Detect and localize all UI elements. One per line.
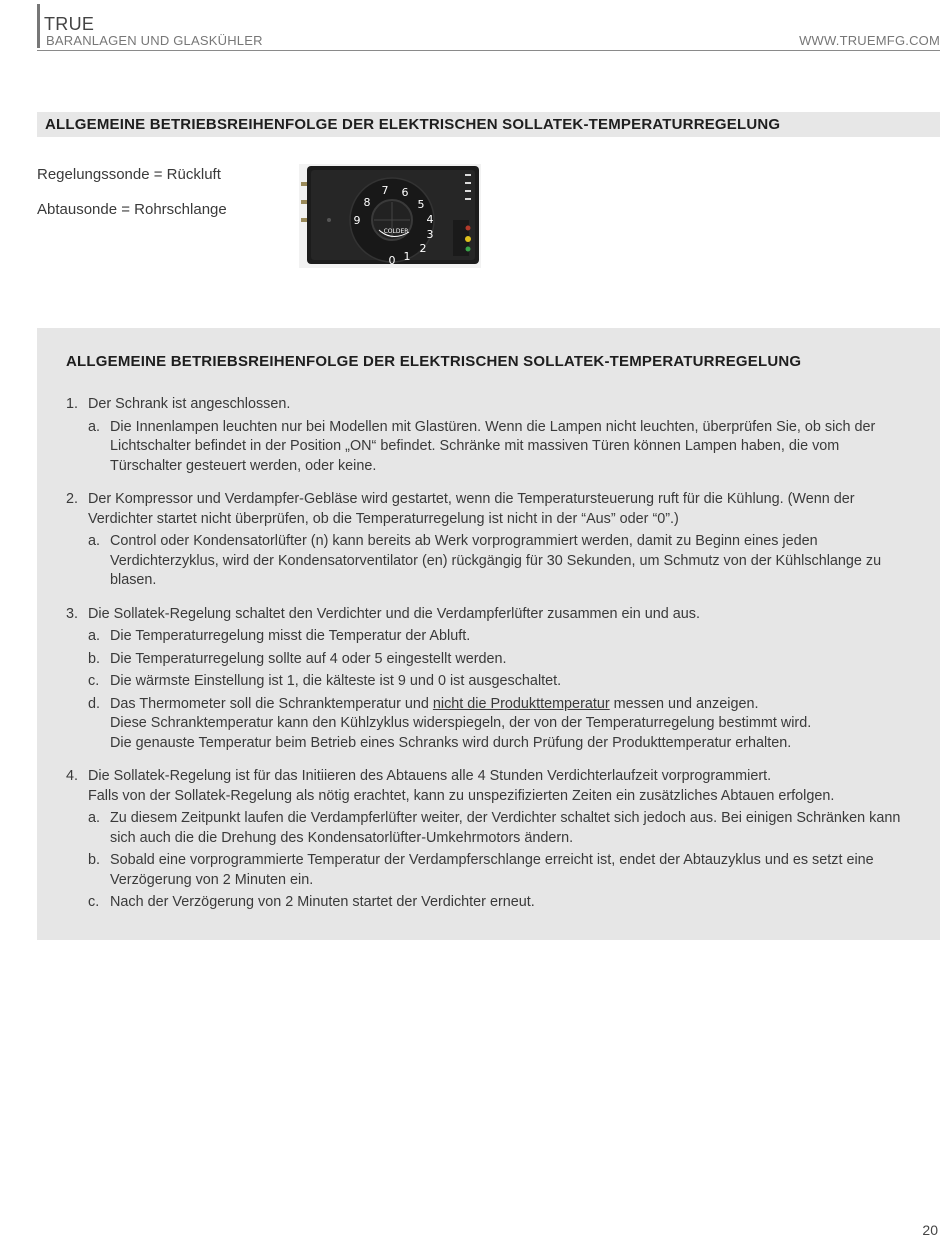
sub-item-text: Die Temperaturregelung misst die Temperatur der Abluft. (110, 628, 471, 644)
sub-item-letter: b. (88, 852, 101, 868)
sub-item-letter: a. (88, 418, 101, 435)
sub-item-letter: a. (88, 533, 101, 549)
item-text: Der Kompressor und Verdampfer-Gebläse wird gestartet, wenn die Temperatursteuerung ruft für die Kühlung. (Wenn der Verdichter startet nicht überprüfen, ob die Temperaturregelung ist nicht in der “Aus” oder “0”.) (88, 491, 855, 527)
dial-number: 8 (363, 196, 371, 209)
dial-number: 6 (401, 186, 409, 199)
list-item (66, 605, 906, 754)
sub-item-text-post: messen und anzeigen. (609, 695, 759, 712)
underlined-emphasis: nicht die Produkttemperatur (432, 695, 610, 712)
list-item (66, 767, 906, 913)
item-number: 1. (66, 396, 79, 412)
sub-item-letter: c. (88, 673, 100, 689)
sub-item (88, 893, 906, 913)
sub-item (88, 627, 906, 647)
sub-item-text (110, 695, 906, 715)
sub-item-text: Die wärmste Einstellung ist 1, die kälteste ist 9 und 0 ist ausgeschaltet. (110, 673, 562, 689)
sub-item-letter: c. (88, 894, 100, 910)
sub-item (88, 418, 906, 477)
sollatek-controller-image (297, 160, 483, 270)
sub-item (88, 695, 906, 754)
sub-item-text: Die Innenlampen leuchten nur bei Modellen mit Glastüren. Wenn die Lampen nicht leuchten, überprüfen Sie, ob sich der Lichtschalter befindet in der Position „ON“ befindet. Schränke mit massiven Türen können Lampen haben, die vom Türschalter gesteuert werden, oder keine. (110, 418, 876, 474)
dial-number: 7 (381, 184, 389, 197)
procedure-list (66, 395, 906, 927)
item-text: Die Sollatek-Regelung schaltet den Verdichter und die Verdampferlüfter zusammen ein und aus. (88, 605, 700, 622)
sub-item-letter: b. (88, 650, 101, 667)
sub-item-text: Zu diesem Zeitpunkt laufen die Verdampferlüfter weiter, der Verdichter schaltet sich jedoch aus. Bei einigen Schränken kann sich auch die die Drehung des Kondensatorlüfter-Umkehrmotors ändern. (110, 810, 901, 846)
header-subtitle: BARANLAGEN UND GLASKÜHLER (46, 33, 263, 48)
dial-number: 3 (426, 228, 434, 241)
sub-item-line-3: Die genauste Temperatur beim Betrieb eines Schranks wird durch Prüfung der Produkttemperatur erhalten. (110, 734, 792, 751)
sub-item-letter: d. (88, 695, 101, 712)
dial-number: 2 (419, 242, 427, 255)
sub-item (88, 851, 906, 890)
section-title: ALLGEMEINE BETRIEBSREIHENFOLGE DER ELEKTRISCHEN SOLLATEK-TEMPERATURREGELUNG (37, 112, 940, 137)
dial-label: COLDER (383, 228, 409, 235)
dial-number: 5 (417, 198, 425, 211)
header-accent-bar (37, 4, 40, 48)
sub-item (88, 650, 906, 670)
dial-number: 4 (426, 213, 434, 226)
sub-item-letter: a. (88, 628, 101, 644)
item-text: Der Schrank ist angeschlossen. (88, 396, 291, 412)
sub-item-text: Die Temperaturregelung sollte auf 4 oder 5 eingestellt werden. (110, 650, 507, 667)
defrost-sensor-label: Abtausonde = Rohrschlange (37, 201, 227, 218)
item-number: 4. (66, 768, 79, 784)
control-sensor-label: Regelungssonde = Rückluft (37, 166, 221, 183)
page-number: 20 (922, 1222, 938, 1238)
sub-item-line-2: Diese Schranktemperatur kann den Kühlzyklus widerspiegeln, der von der Temperaturregelung bestimmt wird. (110, 715, 812, 731)
item-number: 2. (66, 491, 79, 507)
header-url[interactable]: WWW.TRUEMFG.COM (799, 33, 940, 48)
sub-item (88, 672, 906, 692)
procedure-box (37, 328, 940, 940)
list-item (66, 490, 906, 591)
dial-number: 1 (403, 250, 411, 263)
sub-item (88, 532, 906, 591)
dial-number: 9 (353, 214, 361, 227)
box-title: ALLGEMEINE BETRIEBSREIHENFOLGE DER ELEKTRISCHEN SOLLATEK-TEMPERATURREGELUNG (66, 353, 802, 370)
list-item (66, 395, 906, 476)
item-text: Die Sollatek-Regelung ist für das Initiieren des Abtauens alle 4 Stunden Verdichterlaufzeit vorprogrammiert. (88, 768, 772, 784)
sub-item-text: Nach der Verzögerung von 2 Minuten startet der Verdichter erneut. (110, 894, 535, 910)
sub-item-text: Control oder Kondensatorlüfter (n) kann bereits ab Werk vorprogrammiert werden, damit zu Beginn eines jeden Verdichterzyklus, wird der Kondensatorventilator (en) rückgängig für 30 Sekunden, um Schmutz von der Kühlschlange zu blasen. (110, 533, 882, 588)
sub-item-letter: a. (88, 810, 101, 826)
brand-name: TRUE (44, 14, 95, 34)
dial-number: 0 (388, 254, 396, 267)
item-text-2: Falls von der Sollatek-Regelung als nötig erachtet, kann zu unspezifizierten Zeiten ein zusätzliches Abtauen erfolgen. (88, 787, 835, 804)
item-number: 3. (66, 605, 79, 622)
sub-item (88, 809, 906, 848)
page-header (37, 2, 940, 51)
sub-item-text-pre: Das Thermometer soll die Schranktemperatur und (110, 695, 433, 712)
sub-item-text: Sobald eine vorprogrammierte Temperatur der Verdampferschlange erreicht ist, endet der Abtauzyklus und es setzt eine Verzögerung von 2 Minuten ein. (110, 852, 874, 888)
